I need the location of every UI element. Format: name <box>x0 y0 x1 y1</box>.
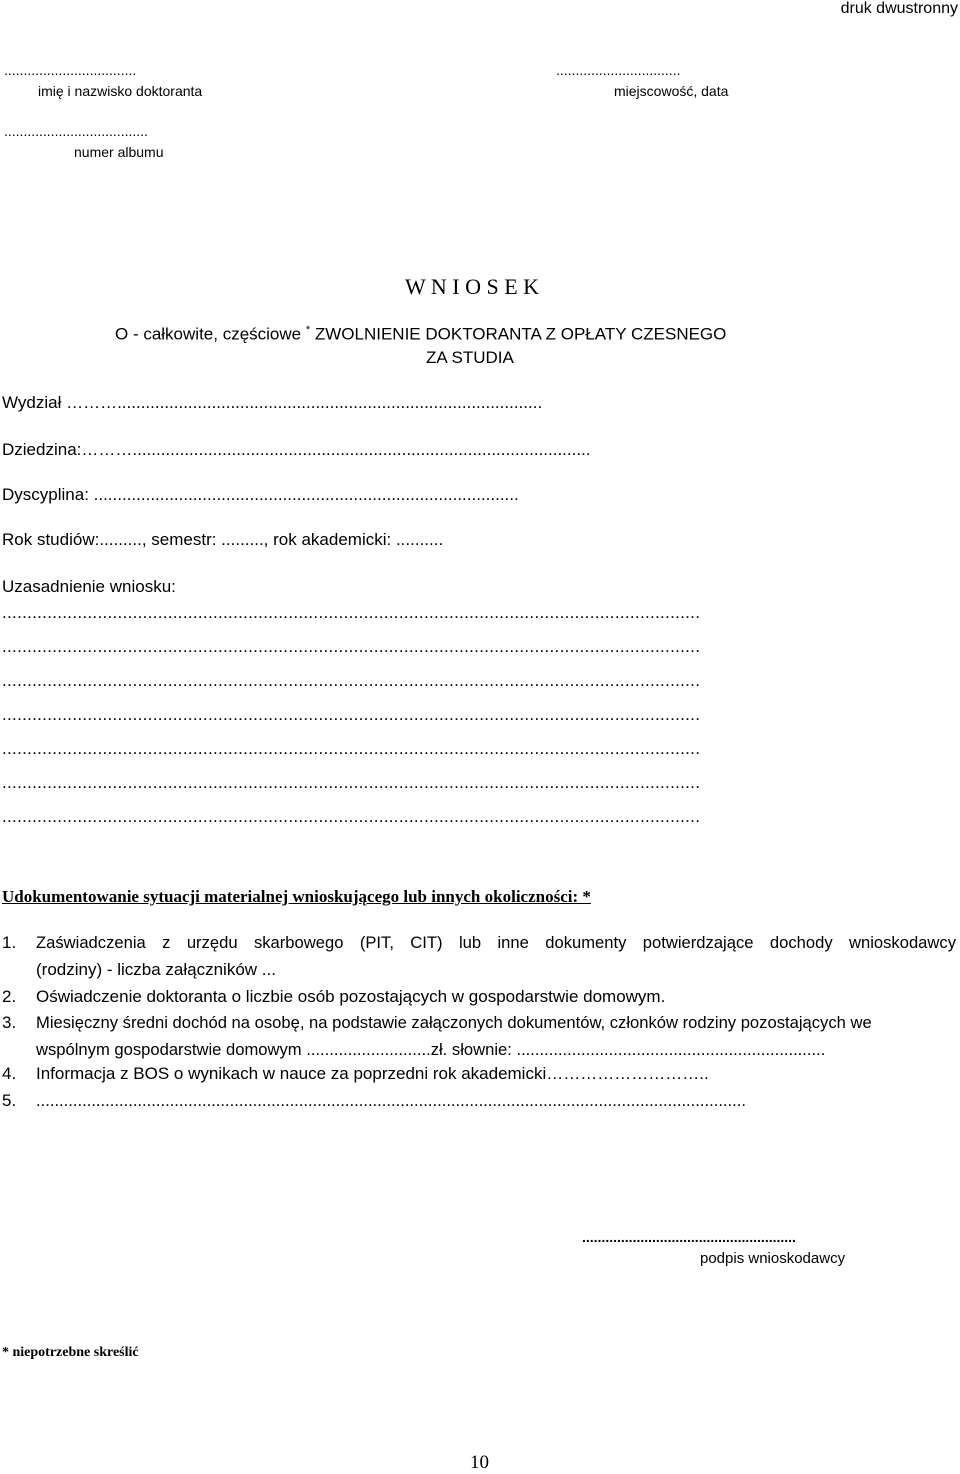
item-text-cont[interactable]: wspólnym gospodarstwie domowym ...........................zł. słownie: ................................................................... <box>36 1040 826 1059</box>
document-title: W N I O S E K <box>405 274 540 299</box>
justification-line[interactable]: ........................................................................................................................................... <box>2 637 701 656</box>
item-number: 3. <box>2 1013 17 1032</box>
subtitle-part1: O - całkowite, częściowe <box>115 324 306 344</box>
item-number: 4. <box>2 1064 17 1083</box>
justification-line[interactable]: ........................................................................................................................................... <box>2 773 701 792</box>
page-number: 10 <box>470 1452 489 1473</box>
item-number: 5. <box>2 1091 17 1110</box>
item-text: Miesięczny średni dochód na osobę, na podstawie załączonych dokumentów, członków rodziny pozostających we <box>36 1013 872 1032</box>
name-dots: .................................. <box>4 62 137 78</box>
field-rok-semestr[interactable]: Rok studiów:........., semestr: ........., rok akademicki: .......... <box>2 530 444 549</box>
place-dots: ................................ <box>556 62 681 78</box>
justification-line[interactable]: ........................................................................................................................................... <box>2 807 701 826</box>
item-number: 1. <box>2 933 17 952</box>
album-dots: ..................................... <box>4 123 148 139</box>
document-subtitle-line1 <box>115 324 726 345</box>
footnote: * niepotrzebne skreślić <box>2 1345 139 1360</box>
item-text: Informacja z BOS o wynikach w nauce za poprzedni rok akademicki……………………….. <box>36 1064 709 1083</box>
field-uzasadnienie-label: Uzasadnienie wniosku: <box>2 577 176 596</box>
item-number: 2. <box>2 987 17 1006</box>
field-dziedzina[interactable]: Dziedzina:………................................................................................................. <box>2 440 591 459</box>
signature-label: podpis wnioskodawcy <box>700 1250 846 1267</box>
name-label: imię i nazwisko doktoranta <box>38 83 203 99</box>
document-subtitle-line2: ZA STUDIA <box>426 348 514 367</box>
justification-line[interactable]: ........................................................................................................................................... <box>2 739 701 758</box>
print-note: druk dwustronny <box>840 0 958 17</box>
field-wydzial[interactable]: Wydział ……….......................................................................................... <box>2 393 543 412</box>
field-dyscyplina[interactable]: Dyscyplina: .......................................................................................... <box>2 485 519 504</box>
asterisk-mark: * <box>305 324 311 336</box>
item-text[interactable]: .......................................................................................................................................................... <box>36 1091 746 1110</box>
item-text-cont: (rodziny) - liczba załączników ... <box>36 960 276 979</box>
justification-line[interactable]: ........................................................................................................................................... <box>2 671 701 690</box>
subtitle-part2: ZWOLNIENIE DOKTORANTA Z OPŁATY CZESNEGO <box>310 324 727 344</box>
justification-line[interactable]: ........................................................................................................................................... <box>2 603 701 622</box>
album-label: numer albumu <box>74 144 164 160</box>
place-label: miejscowość, data <box>614 83 729 99</box>
signature-dots[interactable]: ....................................................... <box>582 1229 796 1245</box>
item-text: Oświadczenie doktoranta o liczbie osób pozostających w gospodarstwie domowym. <box>36 987 666 1006</box>
justification-line[interactable]: ........................................................................................................................................... <box>2 705 701 724</box>
item-text: Zaświadczenia z urzędu skarbowego (PIT, CIT) lub inne dokumenty potwierdzające dochody wnioskodawcy <box>36 933 956 952</box>
documentation-heading: Udokumentowanie sytuacji materialnej wnioskującego lub innych okoliczności: * <box>2 887 591 906</box>
